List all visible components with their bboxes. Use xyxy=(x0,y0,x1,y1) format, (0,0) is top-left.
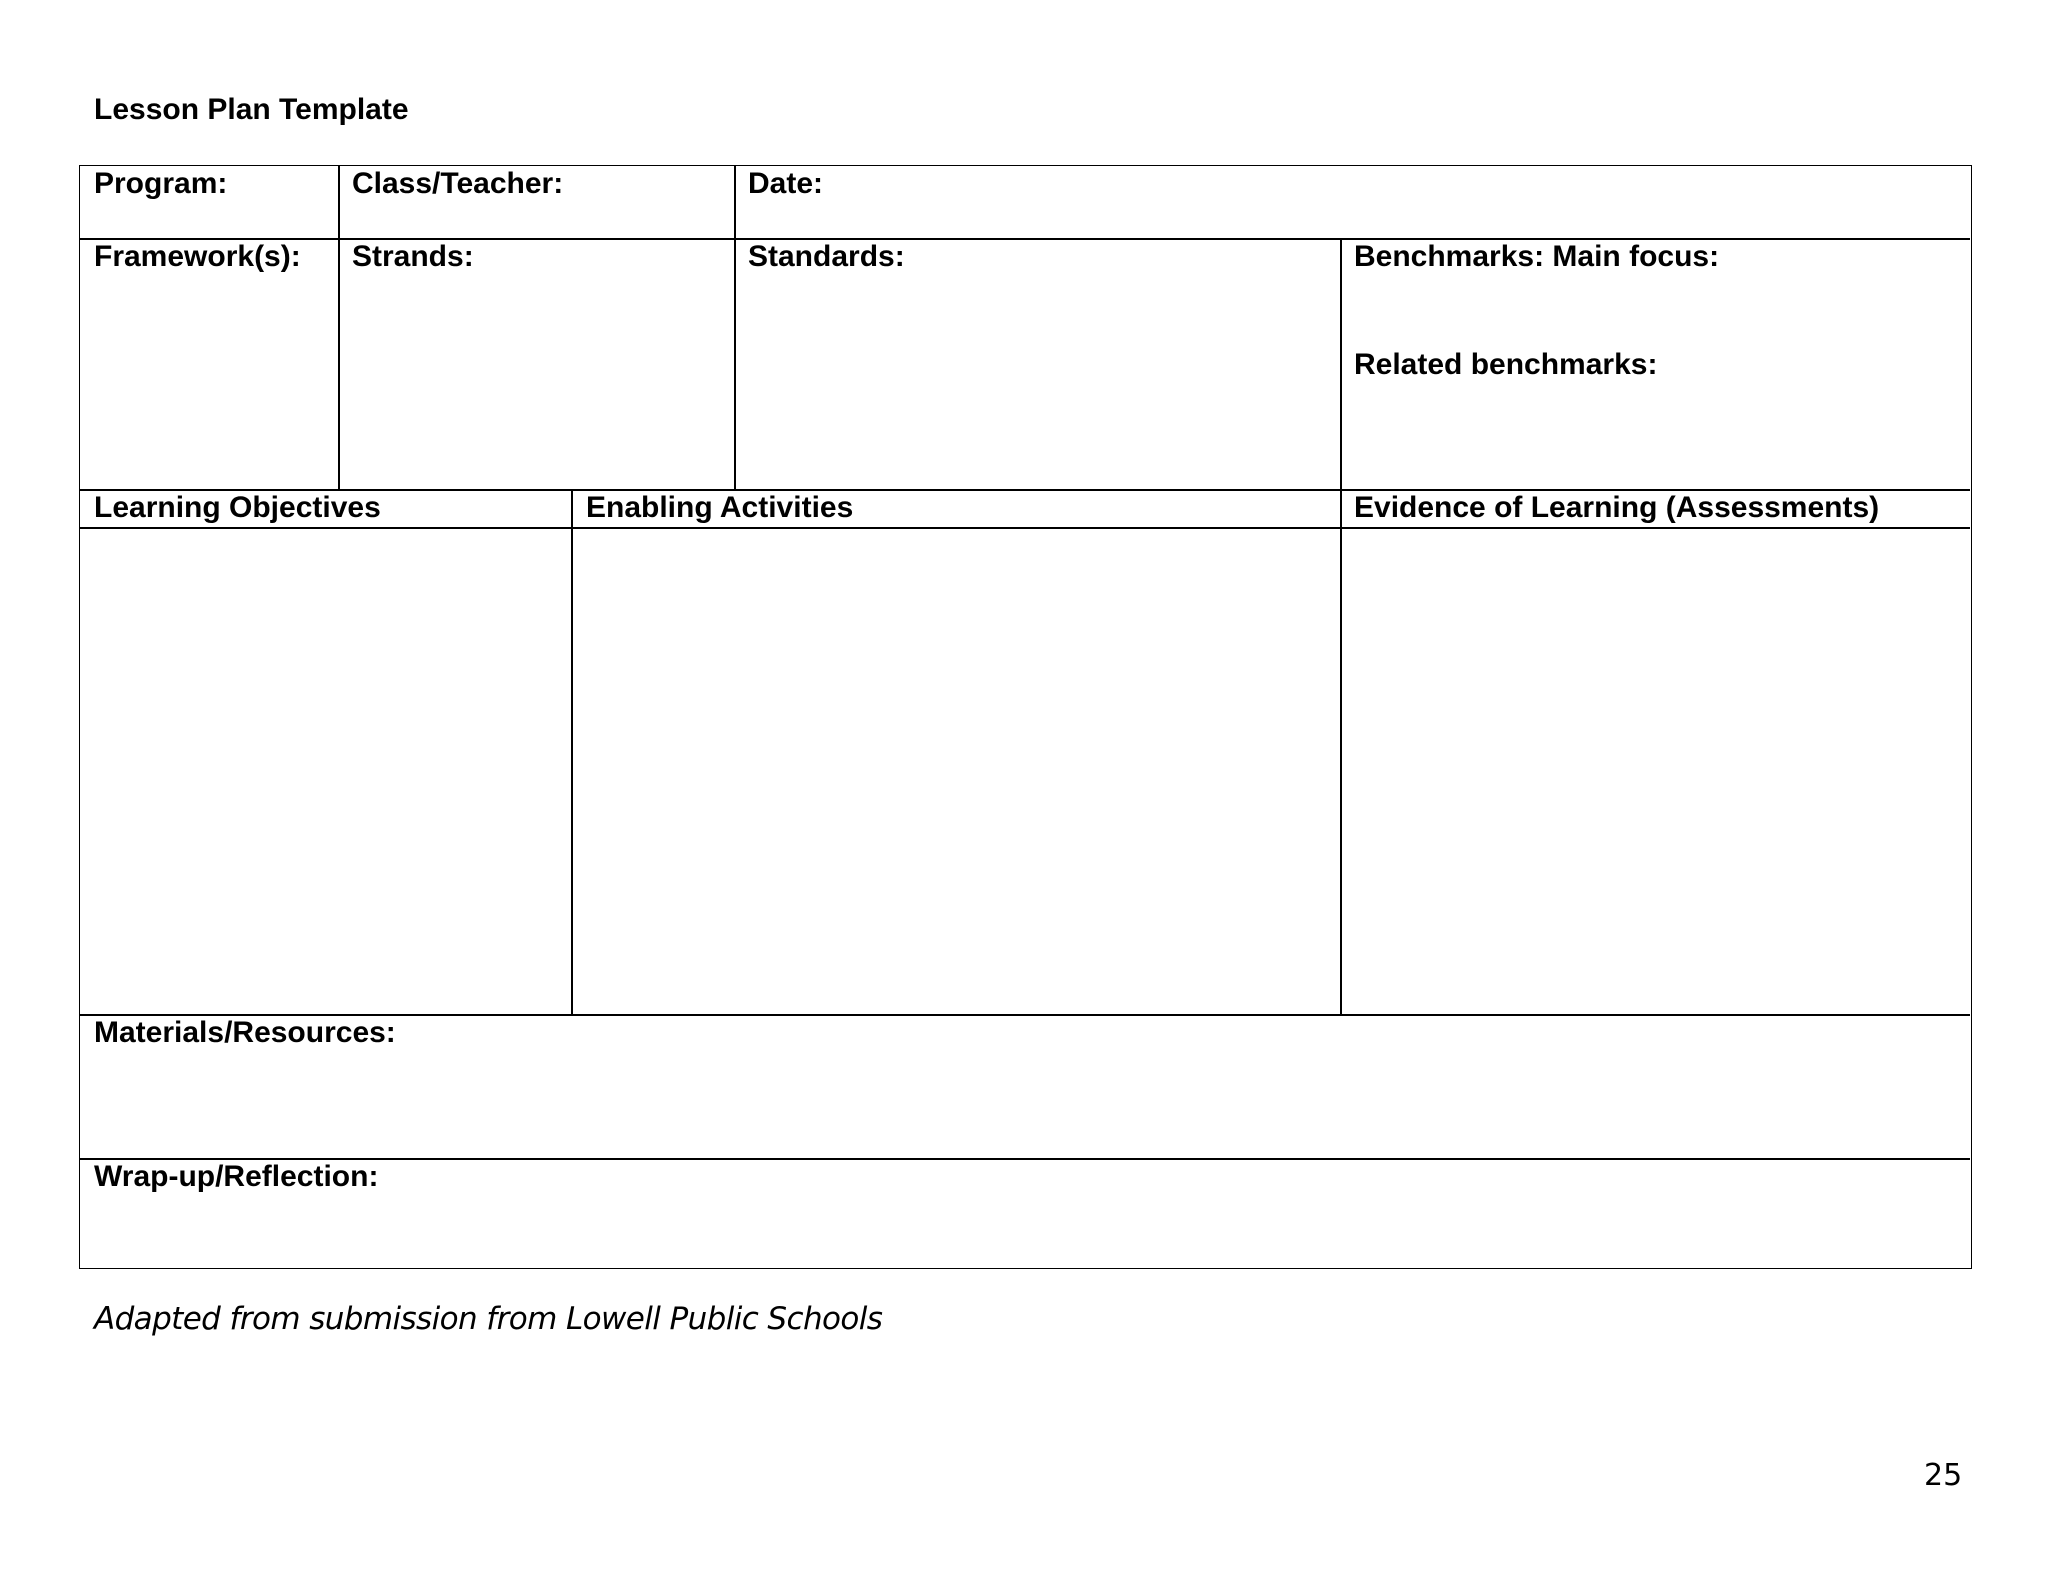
related-benchmarks-label: Related benchmarks: xyxy=(1354,348,1658,381)
learning-objectives-field[interactable] xyxy=(80,529,571,1014)
wrap-up-reflection-label: Wrap-up/Reflection: xyxy=(94,1160,379,1193)
class-teacher-field[interactable] xyxy=(340,166,734,238)
date-field[interactable] xyxy=(736,166,1970,238)
page-title: Lesson Plan Template xyxy=(94,93,409,126)
program-label: Program: xyxy=(94,167,228,200)
materials-resources-field[interactable] xyxy=(80,1016,1970,1158)
standards-field[interactable] xyxy=(736,240,1340,489)
benchmarks-field[interactable] xyxy=(1342,240,1970,489)
materials-resources-label: Materials/Resources: xyxy=(94,1016,396,1049)
page-number: 25 xyxy=(1924,1458,1963,1493)
program-field[interactable] xyxy=(80,166,338,238)
frameworks-label: Framework(s): xyxy=(94,240,301,273)
enabling-activities-header: Enabling Activities xyxy=(586,491,854,524)
class-teacher-label: Class/Teacher: xyxy=(352,167,564,200)
frameworks-field[interactable] xyxy=(80,240,338,489)
standards-label: Standards: xyxy=(748,240,905,273)
evidence-of-learning-header: Evidence of Learning (Assessments) xyxy=(1354,491,1880,524)
date-label: Date: xyxy=(748,167,824,200)
lesson-plan-table xyxy=(79,165,1972,1269)
wrap-up-reflection-field[interactable] xyxy=(80,1160,1970,1266)
evidence-of-learning-field[interactable] xyxy=(1342,529,1970,1014)
learning-objectives-header: Learning Objectives xyxy=(94,491,381,524)
strands-field[interactable] xyxy=(340,240,734,489)
benchmarks-main-focus-label: Benchmarks: Main focus: xyxy=(1354,240,1720,273)
source-footnote: Adapted from submission from Lowell Public Schools xyxy=(94,1301,883,1337)
enabling-activities-field[interactable] xyxy=(573,529,1340,1014)
strands-label: Strands: xyxy=(352,240,474,273)
